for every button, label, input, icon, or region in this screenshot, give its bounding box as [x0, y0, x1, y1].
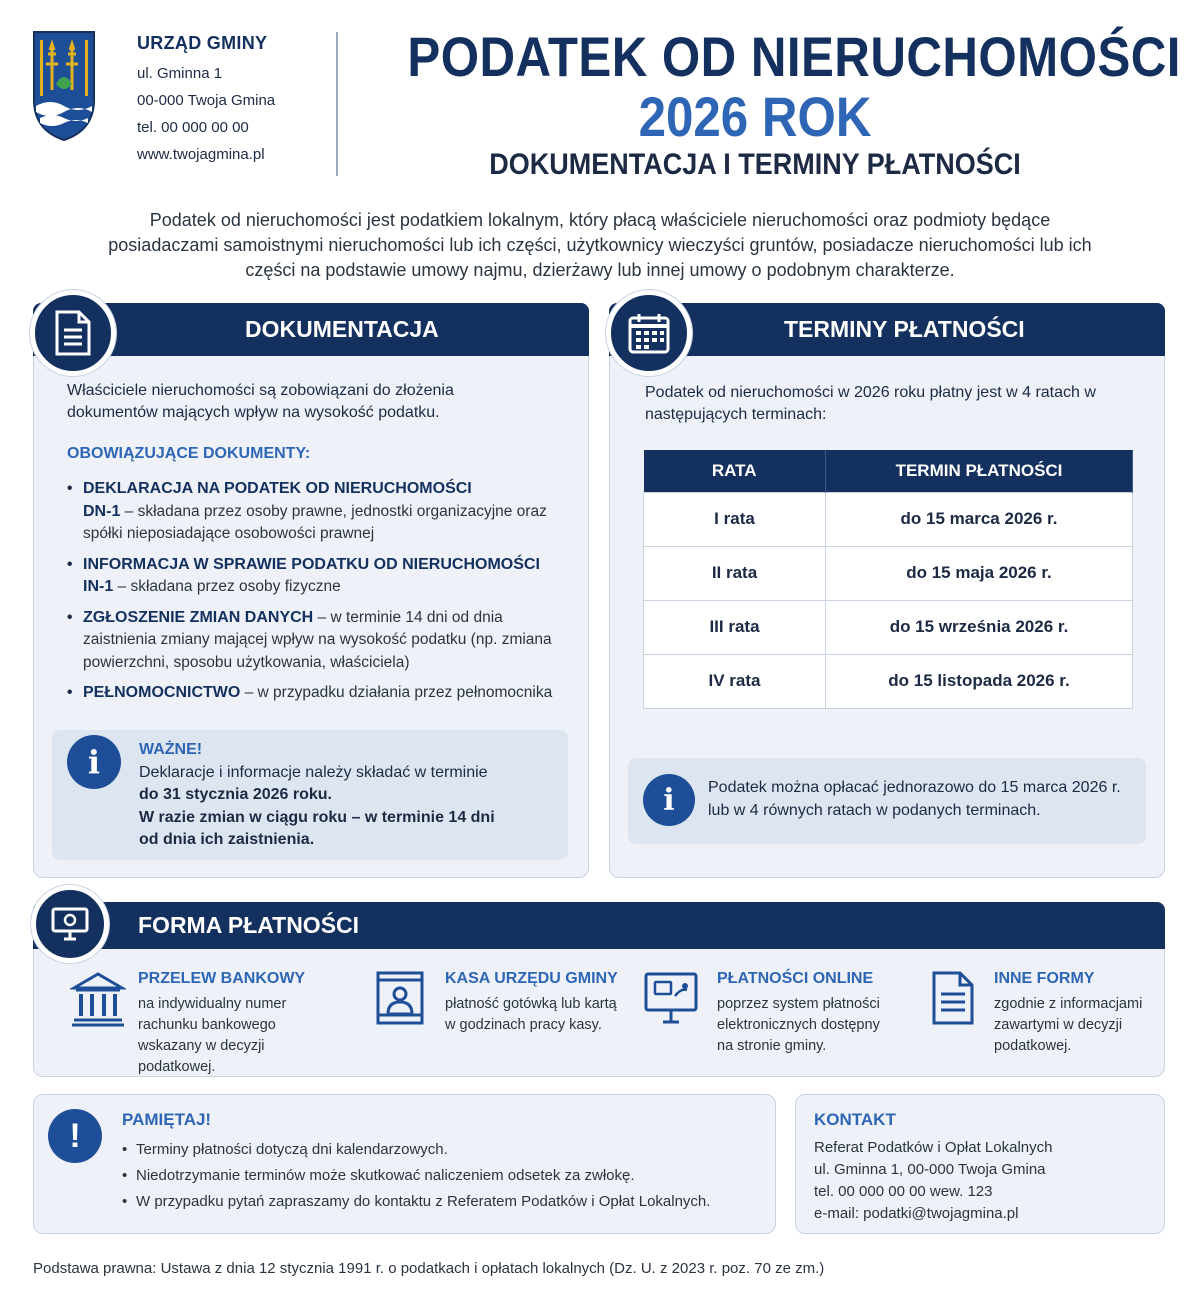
list-item: • Terminy płatności dotyczą dni kalendarzowych.: [122, 1137, 762, 1163]
office-info: [137, 32, 275, 168]
kontakt-heading: KONTAKT: [814, 1110, 896, 1129]
wazne-content: [139, 739, 539, 852]
doc-desc: – w terminie 14 dni od dnia zaistnienia zmiany mającej wpływ na wysokość podatku (np. zmiana powierzchni, sposobu użytkowania, właściciela): [83, 608, 552, 671]
office-address: ul. Gminna 1: [137, 65, 223, 82]
pamietaj-list: [122, 1137, 762, 1215]
list-item: • Niedotrzymanie terminów może skutkować naliczeniem odsetek za zwłokę.: [122, 1163, 762, 1189]
pay-title: INNE FORMY: [994, 970, 1095, 987]
termin-cell: do 15 marca 2026 r.: [826, 492, 1133, 546]
doc-title: ZGŁOSZENIE ZMIAN DANYCH: [83, 608, 314, 626]
pay-desc: na indywidualny numer rachunku bankowego wskazany w decyzji podatkowej.: [138, 996, 287, 1075]
list-item: [67, 554, 567, 599]
office-phone: tel. 00 000 00 00: [137, 119, 249, 136]
rata-cell: III rata: [644, 600, 826, 654]
termin-cell: do 15 września 2026 r.: [826, 600, 1133, 654]
rata-cell: II rata: [644, 546, 826, 600]
col-termin: TERMIN PŁATNOŚCI: [826, 450, 1133, 492]
pay-item-online: [643, 970, 903, 1057]
office-website[interactable]: www.twojagmina.pl: [137, 146, 265, 163]
kontakt-dept: Referat Podatków i Opłat Lokalnych: [814, 1139, 1053, 1156]
doc-code: DN-1: [83, 502, 121, 520]
terminy-header-bar: [609, 303, 1165, 356]
terminy-heading: TERMINY PŁATNOŚCI: [784, 316, 1025, 342]
list-item: [67, 607, 567, 675]
pay-title: PRZELEW BANKOWY: [138, 970, 306, 987]
terminy-info-text: Podatek można opłacać jednorazowo do 15 marca 2026 r. lub w 4 równych ratach w podanych terminach.: [708, 779, 1121, 819]
list-item: • W przypadku pytań zapraszamy do kontaktu z Referatem Podatków i Opłat Lokalnych.: [122, 1189, 762, 1215]
dokumentacja-lead: Właściciele nieruchomości są zobowiązani do złożenia dokumentów mających wpływ na wysokość podatku.: [67, 382, 454, 421]
info-icon: i: [643, 774, 695, 826]
pay-item-przelew: [70, 970, 350, 1078]
forma-heading: FORMA PŁATNOŚCI: [138, 912, 360, 938]
termin-cell: do 15 listopada 2026 r.: [826, 654, 1133, 708]
pay-desc: poprzez system płatności elektronicznych dostępny na stronie gminy.: [717, 996, 880, 1054]
header-divider: [336, 32, 338, 176]
list-item: [67, 682, 567, 705]
intro-text: Podatek od nieruchomości jest podatkiem lokalnym, który płacą właściciele nieruchomości oraz podmioty będące posiadaczami samoistnymi nieruchomości lub ich części, użytkownicy wieczyści gruntów, posiadacze nieruchomości lub ich części na podstawie umowy najmu, dzierżawy lub innej umowy o podobnym charakterze.: [108, 210, 1092, 280]
legal-basis-footer: Podstawa prawna: Ustawa z dnia 12 stycznia 1991 r. o podatkach i opłatach lokalnych (Dz. U. z 2023 r. poz. 70 ze zm.): [33, 1260, 825, 1277]
pay-item-kasa: [375, 970, 635, 1036]
pay-title: PŁATNOŚCI ONLINE: [717, 970, 874, 987]
forma-icon-circle: [31, 885, 109, 963]
bank-icon: [70, 970, 126, 1028]
cashier-icon: [375, 970, 425, 1026]
page-title-year: 2026 ROK: [638, 85, 872, 148]
pay-desc: zgodnie z informacjami zawartymi w decyzji podatkowej.: [994, 996, 1143, 1054]
kontakt-address: ul. Gminna 1, 00-000 Twoja Gmina: [814, 1161, 1046, 1178]
page-subtitle: DOKUMENTACJA I TERMINY PŁATNOŚCI: [489, 148, 1021, 181]
rata-cell: IV rata: [644, 654, 826, 708]
office-name: URZĄD GMINY: [137, 33, 268, 53]
doc-title: PEŁNOMOCNICTWO: [83, 684, 241, 701]
dokumentacja-icon-circle: [30, 290, 116, 376]
kontakt-email[interactable]: e-mail: podatki@twojagmina.pl: [814, 1205, 1019, 1222]
wazne-line3: W razie zmian w ciągu roku – w terminie 14 dni od dnia ich zaistnienia.: [139, 808, 495, 848]
exclamation-icon: !: [48, 1109, 102, 1163]
pay-desc: płatność gotówką lub kartą w godzinach pracy kasy.: [445, 996, 617, 1033]
doc-code: IN-1: [83, 578, 114, 595]
doc-title: INFORMACJA W SPRAWIE PODATKU OD NIERUCHOMOŚCI: [83, 555, 540, 573]
docs-heading: OBOWIĄZUJĄCE DOKUMENTY:: [67, 445, 311, 462]
kontakt-phone: tel. 00 000 00 00 wew. 123: [814, 1183, 993, 1200]
pay-title: KASA URZĘDU GMINY: [445, 970, 618, 987]
document-icon: [930, 970, 976, 1026]
col-rata: RATA: [644, 450, 826, 492]
pay-item-inne: [930, 970, 1160, 1057]
wazne-title: WAŻNE!: [139, 741, 203, 758]
page-title: PODATEK OD NIERUCHOMOŚCI: [407, 25, 1181, 88]
table-row: [644, 654, 1133, 708]
wazne-deadline: do 31 stycznia 2026 roku.: [139, 786, 332, 803]
computer-payment-icon: [50, 906, 90, 942]
dokumentacja-heading: DOKUMENTACJA: [245, 316, 439, 342]
pamietaj-heading: PAMIĘTAJ!: [122, 1110, 212, 1129]
coat-of-arms-logo: [32, 30, 96, 142]
table-header-row: [644, 450, 1133, 492]
info-icon: i: [67, 735, 121, 789]
dokumentacja-header-bar: [33, 303, 589, 356]
docs-list: [67, 478, 567, 713]
table-row: [644, 492, 1133, 546]
monitor-payment-icon: [643, 970, 699, 1026]
list-item: [67, 478, 567, 546]
kontakt-content: [814, 1109, 1052, 1225]
document-icon: [53, 310, 93, 356]
doc-desc: – w przypadku działania przez pełnomocnika: [240, 684, 553, 701]
doc-title: DEKLARACJA NA PODATEK OD NIERUCHOMOŚCI: [83, 480, 472, 497]
forma-header-bar: [33, 902, 1165, 949]
calendar-icon: [627, 311, 671, 355]
table-row: [644, 600, 1133, 654]
rates-table: [643, 450, 1133, 709]
termin-cell: do 15 maja 2026 r.: [826, 546, 1133, 600]
doc-desc: – składana przez osoby prawne, jednostki organizacyjne oraz spółki nieposiadające osobowości prawnej: [83, 502, 547, 542]
office-city: 00-000 Twoja Gmina: [137, 92, 276, 109]
terminy-lead: Podatek od nieruchomości w 2026 roku płatny jest w 4 ratach w następujących terminach:: [645, 384, 1096, 423]
doc-desc: – składana przez osoby fizyczne: [113, 578, 341, 595]
rata-cell: I rata: [644, 492, 826, 546]
table-row: [644, 546, 1133, 600]
wazne-line1: Deklaracje i informacje należy składać w terminie: [139, 763, 488, 781]
terminy-icon-circle: [606, 290, 692, 376]
